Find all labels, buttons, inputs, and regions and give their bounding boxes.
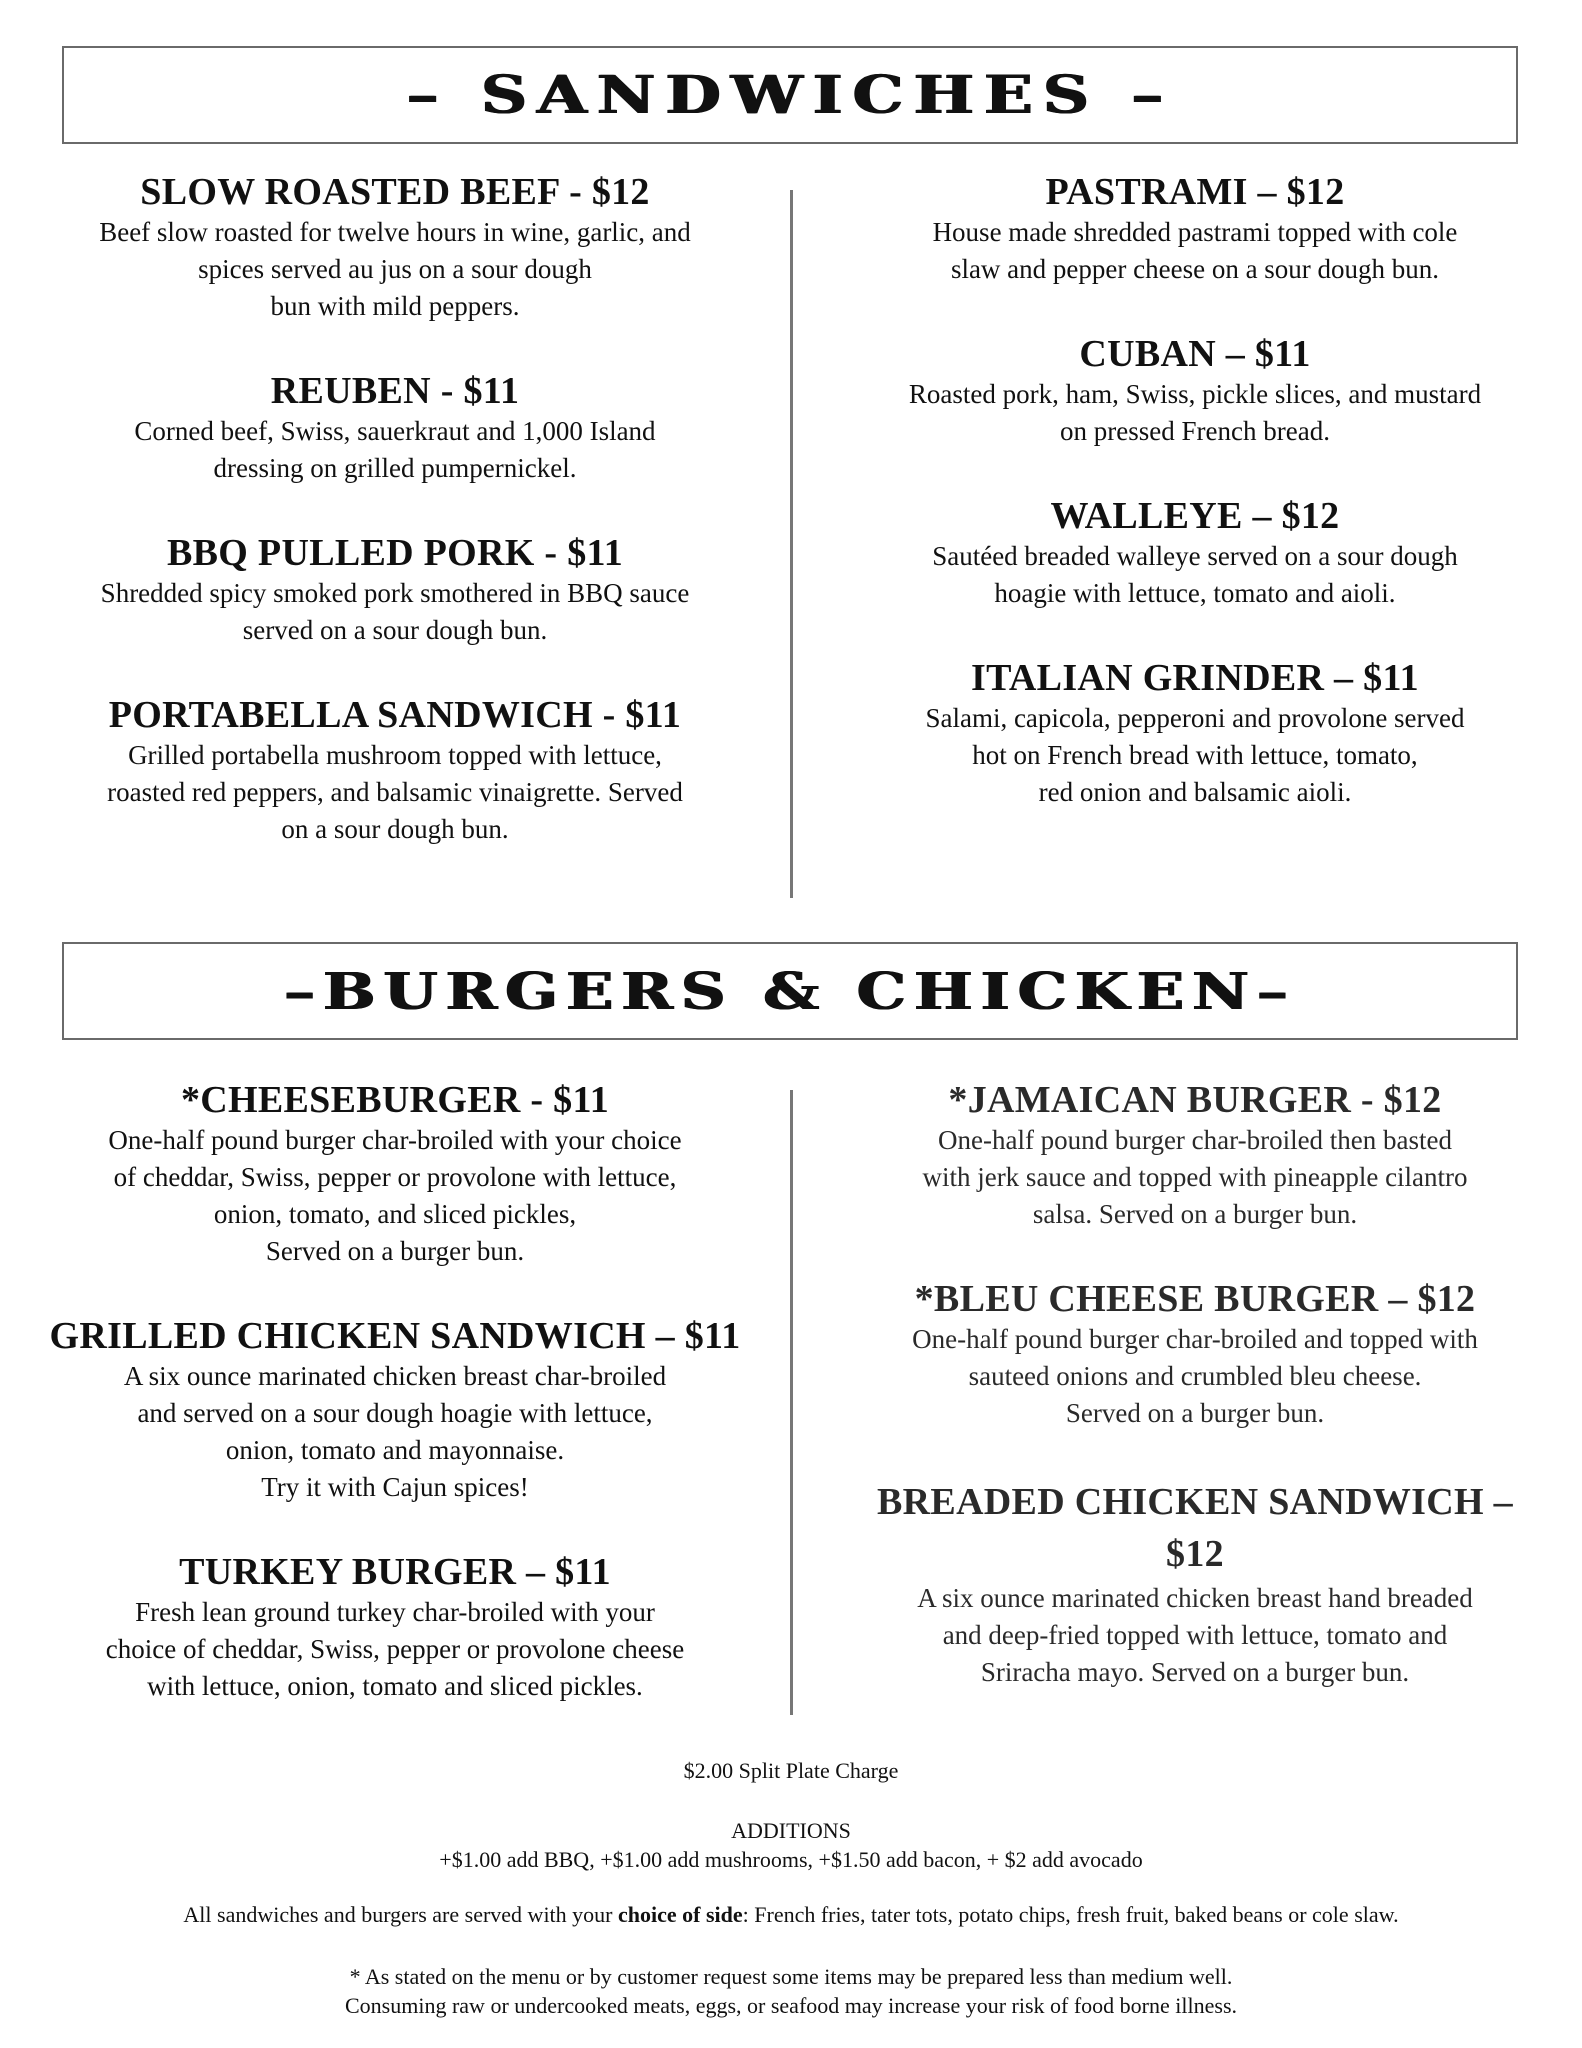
menu-item: [40, 531, 750, 649]
item-description: Fresh lean ground turkey char-broiled with your choice of cheddar, Swiss, pepper or provolone cheese with lettuce, onion, tomato and sliced pickles.: [105, 1597, 685, 1701]
menu-item: [40, 1550, 750, 1705]
sandwiches-banner: [62, 46, 1518, 144]
sides-bold: choice of side: [618, 1902, 743, 1927]
item-title: TURKEY BURGER – $11: [179, 1551, 611, 1593]
sides-note: [0, 1900, 1582, 1929]
menu-item: [40, 693, 750, 848]
menu-item: [40, 369, 750, 487]
item-title: *JAMAICAN BURGER - $12: [948, 1079, 1442, 1121]
item-description: Roasted pork, ham, Swiss, pickle slices, and mustard on pressed French bread.: [908, 379, 1482, 446]
item-title: BBQ PULLED PORK - $11: [166, 532, 623, 574]
item-title: BREADED CHICKEN SANDWICH – $12: [877, 1481, 1513, 1575]
item-title: PORTABELLA SANDWICH - $11: [108, 694, 682, 736]
warning-line-2: Consuming raw or undercooked meats, eggs, or seafood may increase your risk of food borne illness.: [345, 1993, 1237, 2018]
item-description: Corned beef, Swiss, sauerkraut and 1,000 Island dressing on grilled pumpernickel.: [134, 416, 656, 483]
item-title: REUBEN - $11: [270, 370, 520, 412]
burgers-banner: [62, 942, 1518, 1040]
item-title: ITALIAN GRINDER – $11: [971, 657, 1419, 699]
menu-item: [40, 1314, 750, 1506]
sandwiches-heading: – SANDWICHES –: [406, 64, 1174, 126]
item-title: PASTRAMI – $12: [1045, 171, 1345, 213]
sandwiches-right-column: [840, 170, 1550, 855]
menu-item: [840, 1277, 1550, 1432]
item-description: House made shredded pastrami topped with cole slaw and pepper cheese on a sour dough bun.: [932, 217, 1458, 284]
food-safety-warning: [0, 1962, 1582, 2020]
column-divider: [790, 1090, 793, 1715]
menu-item: [840, 494, 1550, 612]
item-title: WALLEYE – $12: [1050, 495, 1340, 537]
sandwiches-left-column: [40, 170, 750, 892]
burgers-heading: –BURGERS & CHICKEN–: [284, 961, 1296, 1021]
item-description: A six ounce marinated chicken breast char-broiled and served on a sour dough hoagie with lettuce, onion, tomato and mayonnaise. Try it with Cajun spices!: [123, 1361, 667, 1502]
item-title: *BLEU CHEESE BURGER – $12: [914, 1278, 1476, 1320]
burgers-right-column: [840, 1078, 1550, 1735]
item-description: Shredded spicy smoked pork smothered in BBQ sauce served on a sour dough bun.: [100, 578, 690, 645]
sides-prefix: All sandwiches and burgers are served with your: [183, 1902, 618, 1927]
item-title: CUBAN – $11: [1079, 333, 1311, 375]
split-plate-charge: $2.00 Split Plate Charge: [683, 1758, 899, 1783]
item-title: *CHEESEBURGER - $11: [180, 1079, 609, 1121]
menu-item: [40, 1078, 750, 1270]
additions-block: [0, 1816, 1582, 1874]
item-description: Salami, capicola, pepperoni and provolone served hot on French bread with lettuce, tomato, red onion and balsamic aioli.: [925, 703, 1465, 807]
item-description: Grilled portabella mushroom topped with lettuce, roasted red peppers, and balsamic vinaigrette. Served on a sour dough bun.: [107, 740, 683, 844]
menu-item: [840, 332, 1550, 450]
column-divider: [790, 190, 793, 898]
additions-heading: ADDITIONS: [731, 1818, 851, 1843]
item-description: Beef slow roasted for twelve hours in wine, garlic, and spices served au jus on a sour dough bun with mild peppers.: [99, 217, 691, 321]
menu-item: [840, 1078, 1550, 1233]
sides-suffix: : French fries, tater tots, potato chips, fresh fruit, baked beans or cole slaw.: [742, 1902, 1399, 1927]
item-title: SLOW ROASTED BEEF - $12: [140, 171, 650, 213]
warning-line-1: * As stated on the menu or by customer request some items may be prepared less than medium well.: [349, 1964, 1233, 1989]
item-description: One-half pound burger char-broiled with your choice of cheddar, Swiss, pepper or provolone with lettuce, onion, tomato, and sliced pickles, Served on a burger bun.: [108, 1125, 682, 1266]
menu-item: [40, 170, 750, 325]
menu-item: [840, 1476, 1550, 1691]
item-description: A six ounce marinated chicken breast hand breaded and deep-fried topped with lettuce, tomato and Sriracha mayo. Served on a burger bun.: [917, 1583, 1473, 1687]
burgers-left-column: [40, 1078, 750, 1749]
item-title: GRILLED CHICKEN SANDWICH – $11: [49, 1315, 741, 1357]
item-description: One-half pound burger char-broiled then basted with jerk sauce and topped with pineapple cilantro salsa. Served on a burger bun.: [922, 1125, 1468, 1229]
menu-item: [840, 656, 1550, 811]
item-description: Sautéed breaded walleye served on a sour dough hoagie with lettuce, tomato and aioli.: [932, 541, 1458, 608]
additions-list: +$1.00 add BBQ, +$1.00 add mushrooms, +$1.50 add bacon, + $2 add avocado: [439, 1847, 1143, 1872]
item-description: One-half pound burger char-broiled and topped with sauteed onions and crumbled bleu cheese. Served on a burger bun.: [912, 1324, 1478, 1428]
menu-item: [840, 170, 1550, 288]
